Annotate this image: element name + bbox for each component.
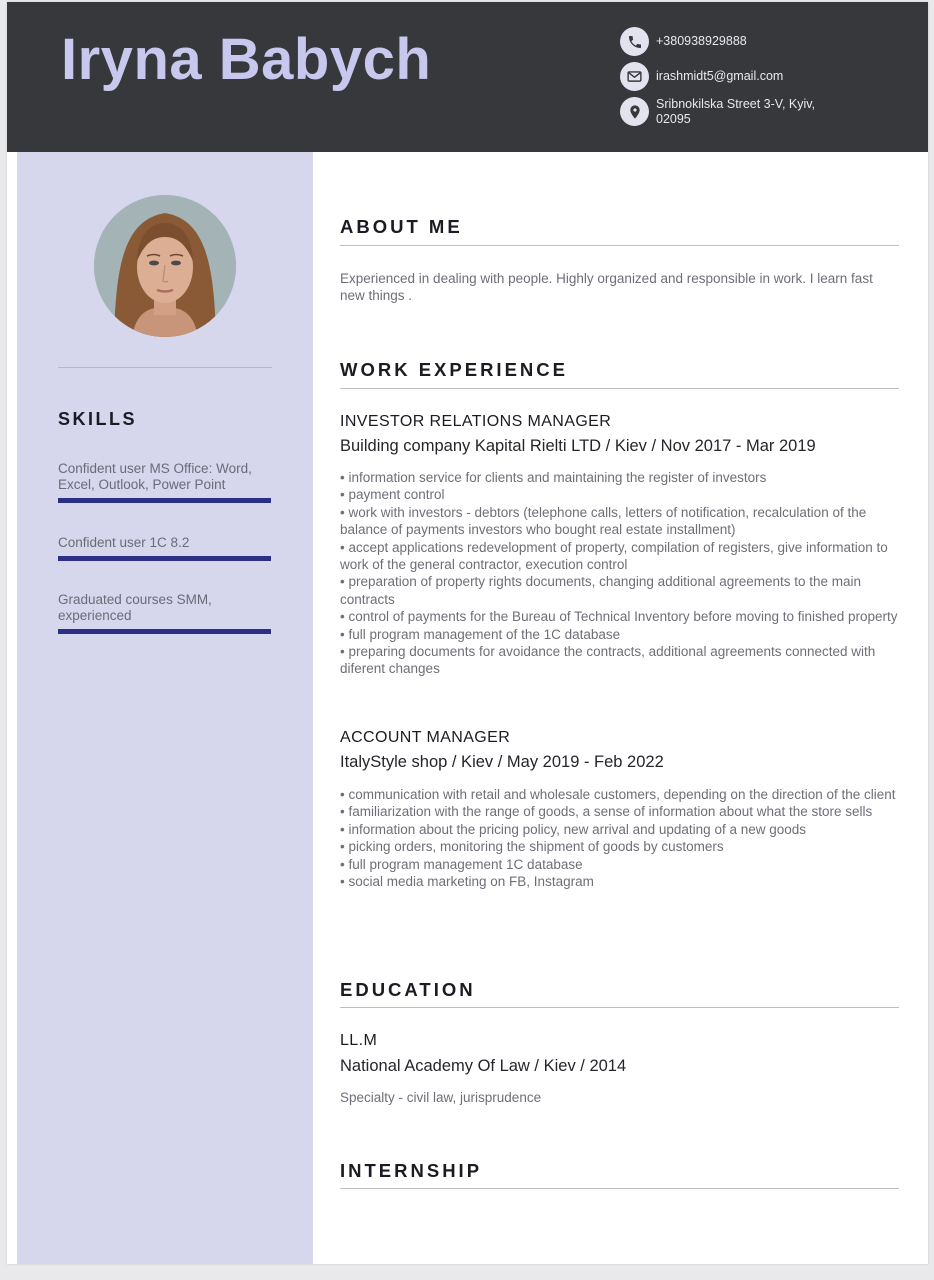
section-divider: [340, 1188, 899, 1189]
skill-label: Confident user 1C 8.2: [58, 535, 190, 550]
list-item: • full program management of the 1C database: [340, 626, 621, 642]
email-text[interactable]: irashmidt5@gmail.com: [656, 69, 784, 83]
list-item: • control of payments for the Bureau of Technical Inventory before moving to finished property: [340, 609, 898, 625]
list-item: • information service for clients and maintaining the register of investors: [340, 470, 767, 485]
contact-email: [620, 62, 841, 91]
list-item: • preparation of property rights documents, changing additional agreements to the main contracts: [340, 574, 862, 607]
list-item: • work with investors - debtors (telephone calls, letters of notification, recalculation of the balance of payments investors who bought real estate installment): [340, 504, 867, 538]
skills-heading: SKILLS: [58, 409, 138, 429]
job-title: ACCOUNT MANAGER: [340, 729, 511, 746]
job-subtitle: ItalyStyle shop / Kiev / May 2019 - Feb 2022: [340, 753, 664, 771]
skill-item: [58, 461, 272, 503]
skill-item: [58, 592, 272, 634]
school: National Academy Of Law / Kiev / 2014: [340, 1057, 627, 1075]
skill-label: Graduated courses SMM, experienced: [58, 592, 212, 623]
header: [7, 2, 928, 152]
specialty: Specialty - civil law, jurisprudence: [340, 1090, 542, 1105]
job-duties-list: [340, 786, 899, 890]
envelope-icon: [620, 62, 649, 91]
contact-address: [620, 97, 841, 127]
section-divider: [340, 1007, 899, 1008]
job-subtitle: Building company Kapital Rielti LTD / Kiev / Nov 2017 - Mar 2019: [340, 437, 816, 455]
list-item: • accept applications redevelopment of property, compilation of registers, give information to work of the general contractor, execution control: [340, 539, 888, 573]
list-item: • familiarization with the range of goods, a sense of information about what the store sells: [340, 804, 873, 820]
internship-heading: INTERNSHIP: [340, 1160, 483, 1181]
phone-icon: [620, 27, 649, 56]
list-item: • picking orders, monitoring the shipment of goods by customers: [340, 839, 724, 855]
list-item: • social media marketing on FB, Instagram: [340, 874, 594, 890]
degree: LL.M: [340, 1032, 378, 1049]
resume-page: [7, 2, 928, 1264]
skill-item: [58, 535, 272, 561]
sidebar-divider: [58, 367, 272, 368]
skill-level-bar: [58, 498, 271, 503]
list-item: • communication with retail and wholesale customers, depending on the direction of the client: [340, 787, 896, 802]
list-item: • information about the pricing policy, new arrival and updating of a new goods: [340, 821, 807, 837]
list-item: • full program management 1C database: [340, 856, 583, 872]
phone-text[interactable]: +380938929888: [656, 34, 747, 48]
location-pin-icon: [620, 97, 649, 126]
about-heading: ABOUT ME: [340, 216, 463, 237]
section-divider: [340, 388, 899, 389]
job-title: INVESTOR RELATIONS MANAGER: [340, 413, 612, 430]
section-divider: [340, 245, 899, 246]
sidebar: [17, 152, 313, 1264]
list-item: • preparing documents for avoidance the contracts, additional agreements connected with diferent changes: [340, 644, 876, 677]
list-item: • payment control: [340, 487, 445, 503]
profile-photo: [94, 195, 236, 337]
candidate-name: Iryna Babych: [61, 27, 432, 92]
skill-label: Confident user MS Office: Word, Excel, Outlook, Power Point: [58, 461, 252, 492]
skill-level-bar: [58, 629, 271, 634]
work-heading: WORK EXPERIENCE: [340, 359, 568, 380]
job-duties-list: [340, 469, 899, 678]
contact-phone: [620, 27, 841, 56]
education-heading: EDUCATION: [340, 979, 476, 1000]
about-text: Experienced in dealing with people. Highly organized and responsible in work. I learn fast new things .: [340, 271, 873, 304]
address-text: Sribnokilska Street 3-V, Kyiv, 02095: [656, 97, 816, 126]
skill-level-bar: [58, 556, 271, 561]
